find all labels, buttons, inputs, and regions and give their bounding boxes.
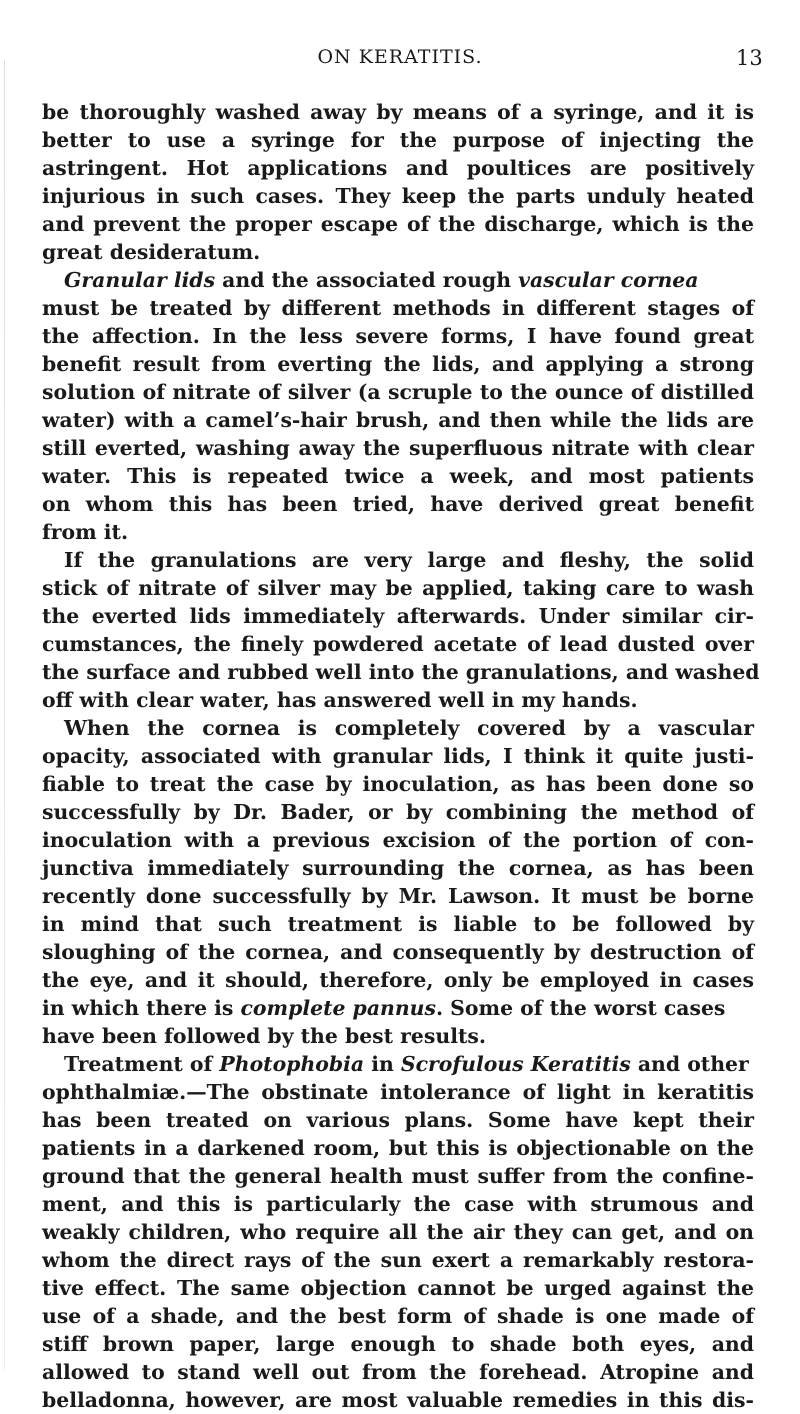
running-title: ON KERATITIS. bbox=[317, 46, 483, 68]
page-number: 13 bbox=[736, 46, 763, 70]
italic-term: Scrofulous Keratitis bbox=[400, 1052, 631, 1076]
italic-term: complete pannus bbox=[240, 996, 436, 1020]
page-edge-shadow bbox=[4, 60, 5, 1370]
italic-term: vascular cornea bbox=[518, 268, 699, 292]
italic-term: Photophobia bbox=[219, 1052, 365, 1076]
book-page: ON KERATITIS. 13 be thoroughly washed away by means of a syringe, and it is better to use a syringe for the purpose of injecting the astringent. Hot applications and poultices are positively injurious in such cases. They keep the parts unduly heated and prevent the proper escape of the discharge, which is the great desideratum. Granular lids and the associated rough vascular cornea must be treated by different methods in different stages of the affection. In the less severe forms, I have found great benefit result from everting the lids, and applying a strong solution of nitrate of silver (a scruple to the ounce of distilled water) with a camel’s-hair brush, and then while the lids are still everted, washing away the superfluous nitrate with clear water. This is repeated twice a week, and most patients on whom this has been tried, have derived great benefit from it. If the granulations are very large and fleshy, the solid stick of nitrate of silver may be applied, taking care to wash the everted lids immediately afterwards. Under similar cir- cumstances, the finely powdered acetate of lead dusted over the surface and rubbed well into the granulations, and washed off with clear water, has answered well in my hands. When the cornea is completely covered by a vascular opacity, associated with granular lids, I think it quite justi- fiable to treat the case by inoculation, as has been done so successfully by Dr. Bader, or by combining the method of inoculation with a previous excision of the portion of con- junctiva immediately surrounding the cornea, as has been recently done successfully by Mr. Lawson. It must be borne in mind that such treatment is liable to be followed by sloughing of the cornea, and consequently by destruction of the eye, and it should, therefore, only be employed in cases in which there is complete pannus. Some of the worst cases have been followed by the best results. Treatment of Photophobia in Scrofulous Keratitis and other ophthalmiæ.—The obstinate intolerance of light in keratitis has been treated on various plans. Some have kept their patients in a darkened room, but this is objectionable on the ground that the general health must suffer from the confine- ment, and this is particularly the case with strumous and weakly children, who require all the air they can get, and on whom the direct rays of the sun exert a remarkably restora- tive effect. The same objection cannot be urged against the use of a shade, and the best form of shade is one made of stiff brown paper, large enough to shade both eyes, and allowed to stand well out from the forehead. Atropine and belladonna, however, are most valuable remedies in this dis- bbox=[0, 0, 800, 1384]
italic-term: Granular lids bbox=[64, 268, 216, 292]
